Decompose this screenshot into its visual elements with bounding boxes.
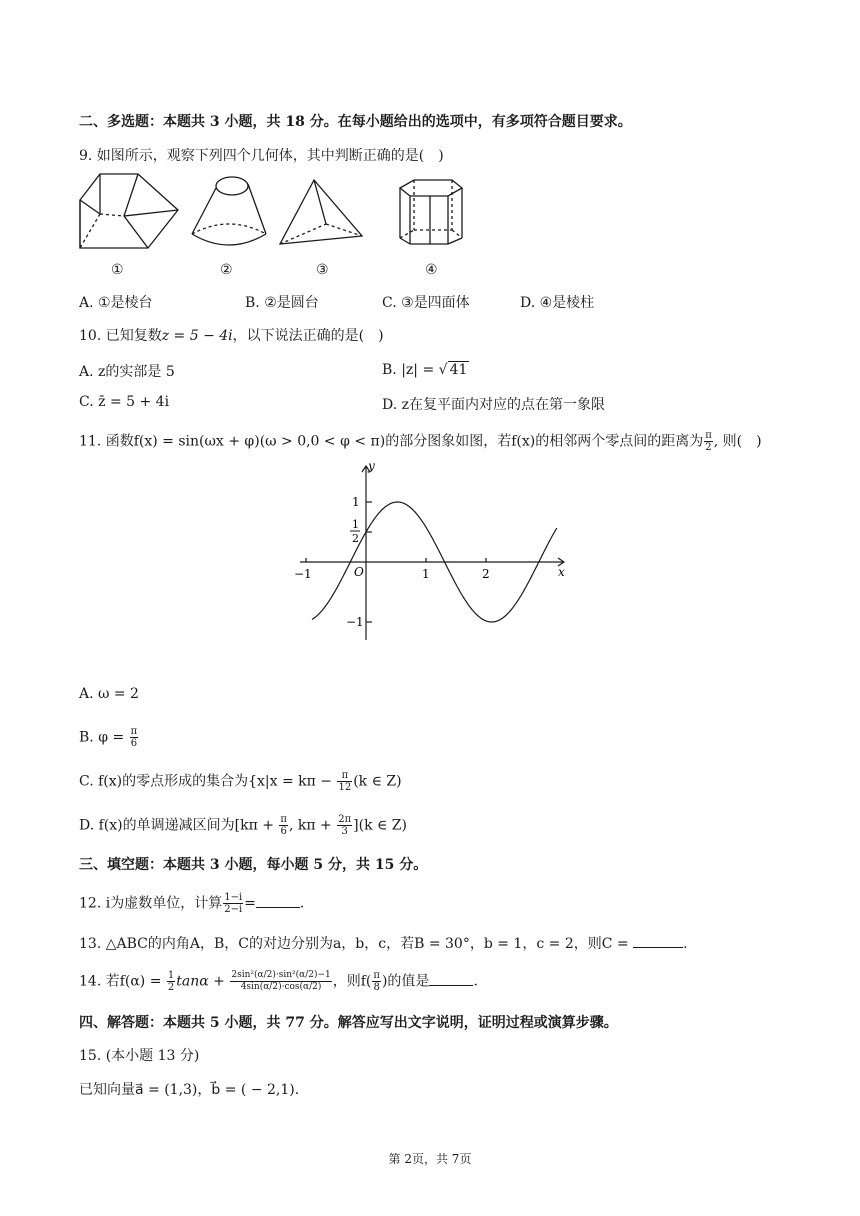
q9-option-a: A. ①是棱台 — [79, 295, 153, 311]
figure-tetrahedron — [278, 178, 364, 248]
section4-title: 四、解答题：本题共 5 小题，共 77 分。解答应写出文字说明，证明过程或演算步骤。 — [79, 1015, 618, 1031]
section2-title: 二、多选题：本题共 3 小题，共 18 分。在每小题给出的选项中，有多项符合题目要求。 — [79, 114, 632, 130]
q13: 13. △ABC的内角A，B，C的对边分别为a，b，c，若B = 30°，b = 1，c = 2，则C = . — [79, 936, 688, 952]
y-tick-neg1: −1 — [346, 615, 364, 629]
q12-answer-blank[interactable] — [256, 895, 300, 908]
y-tick-half-den: 2 — [352, 532, 359, 545]
q15-text: 已知向量a⃗ = (1,3)，b⃗ = ( − 2,1). — [79, 1082, 300, 1098]
caption-1: ① — [111, 262, 124, 278]
q9-stem: 9. 如图所示，观察下列四个几何体，其中判断正确的是( ) — [79, 148, 444, 164]
q10-option-a: A. z的实部是 5 — [79, 364, 175, 380]
caption-3: ③ — [316, 262, 329, 278]
q13-answer-blank[interactable] — [633, 935, 683, 948]
q11-option-a: A. ω = 2 — [79, 686, 139, 702]
q14: 14. 若f(α) = $\frac{1}{2}$ tanα + $\frac{\text{2sin²(α/2)·sin²(α/2)−1}}{4\sin(\alpha/2)\cdot\cos(\alpha/2)}$ ，则f( $\frac{\pi}{8}$ )的值是 . — [79, 970, 478, 993]
figure-prism — [396, 178, 466, 248]
section3-title: 三、填空题：本题共 3 小题，每小题 5 分，共 15 分。 — [79, 857, 428, 873]
x-axis-label: x — [558, 565, 565, 579]
q12: 12. i为虚数单位，计算 $\frac{1-i}{2-i}$ = . — [79, 892, 305, 915]
figure-cone-frustum — [190, 170, 270, 250]
sine-graph — [292, 460, 572, 646]
q14-answer-blank[interactable] — [429, 973, 473, 986]
q9-option-c: C. ③是四面体 — [382, 295, 470, 311]
q15-header: 15. (本小题 13 分) — [79, 1048, 200, 1064]
q11-option-d: D. f(x)的单调递减区间为[kπ + $\frac{\pi}{6}$ , kπ + $\frac{2\pi}{3}$ ](k ∈ Z) — [79, 814, 408, 837]
x-tick-neg1: −1 — [294, 567, 312, 581]
q9-option-d: D. ④是棱柱 — [520, 295, 595, 311]
caption-4: ④ — [425, 262, 438, 278]
x-tick-1: 1 — [422, 567, 430, 581]
y-tick-half-num: 1 — [352, 518, 359, 531]
figure-frustum — [78, 170, 182, 252]
q10-option-d: D. z在复平面内对应的点在第一象限 — [382, 397, 606, 413]
x-tick-2: 2 — [482, 567, 490, 581]
q11-option-c: C. f(x)的零点形成的集合为{x|x = kπ − $\frac{\pi}{12}$ (k ∈ Z) — [79, 770, 402, 793]
origin-label: O — [354, 565, 364, 579]
q11-option-b: B. φ = $\frac{\pi}{6}$ — [79, 726, 138, 749]
q9-option-b: B. ②是圆台 — [245, 295, 319, 311]
y-tick-1: 1 — [352, 495, 360, 509]
caption-2: ② — [220, 262, 233, 278]
q10-stem: 10. 已知复数z = 5 − 4i，以下说法正确的是( ) — [79, 328, 384, 344]
page-footer: 第 2页，共 7页 — [388, 1152, 472, 1166]
q10-option-b: B. |z| = √ 41 — [382, 362, 468, 378]
q11-stem: 11. 函数f(x) = sin(ωx + φ)(ω > 0,0 < φ < π)的部分图象如图，若f(x)的相邻两个零点间的距离为 $\frac{\pi}{2}$ , 则( ) — [79, 430, 762, 453]
y-axis-label: y — [368, 460, 375, 473]
q10-option-c: C. z̄ = 5 + 4i — [79, 394, 170, 410]
